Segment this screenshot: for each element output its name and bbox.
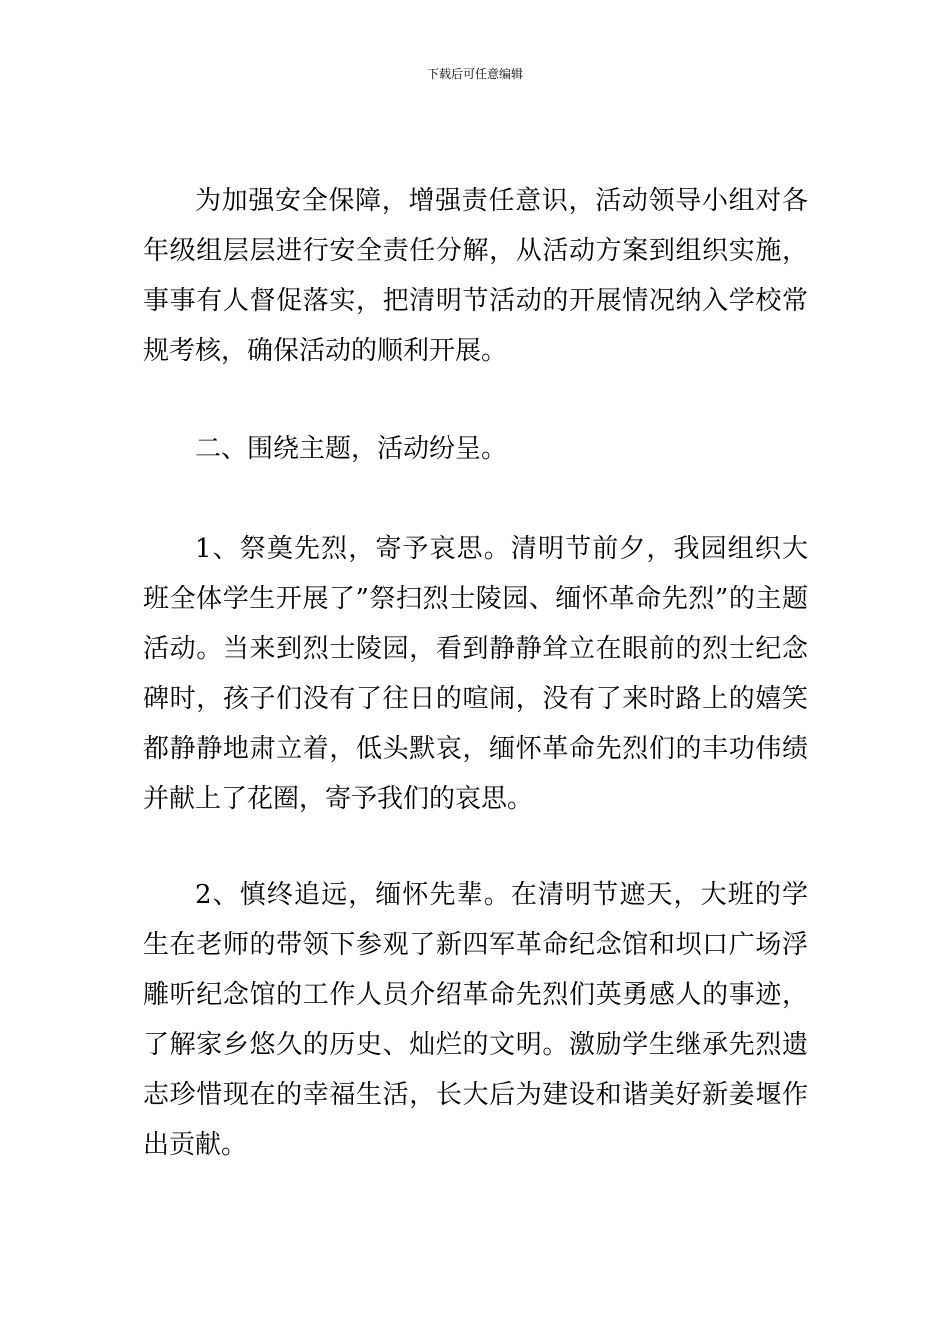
section-heading-activities: 二、围绕主题，活动纷呈。	[195, 434, 508, 464]
header-note: 下载后可任意编辑	[426, 67, 523, 81]
paragraph-memorial-martyrs: 1、祭奠先烈，寄予哀思。清明节前夕，我园组织大班全体学生开展了”祭扫烈士陵园、缅怀革命先烈”的主题活动。当来到烈士陵园，看到静静耸立在眼前的烈士纪念碑时，孩子们没有了往日的喧闹，没有了来时路上的嬉笑都静静地肃立着，低头默哀，缅怀革命先烈们的丰功伟绩并献上了花圈，寄予我们的哀思。	[143, 534, 808, 814]
paragraph-safety-responsibility: 为加强安全保障，增强责任意识，活动领导小组对各年级组层层进行安全责任分解，从活动方案到组织实施，事事有人督促落实，把清明节活动的开展情况纳入学校常规考核，确保活动的顺利开展。	[143, 186, 808, 366]
paragraph-museum-visit: 2、慎终追远，缅怀先辈。在清明节遮天，大班的学生在老师的带领下参观了新四军革命纪念馆和坝口广场浮雕听纪念馆的工作人员介绍革命先烈们英勇感人的事迹，了解家乡悠久的历史、灿烂的文明。激励学生继承先烈遗志珍惜现在的幸福生活，长大后为建设和谐美好新姜堰作出贡献。	[143, 880, 808, 1160]
